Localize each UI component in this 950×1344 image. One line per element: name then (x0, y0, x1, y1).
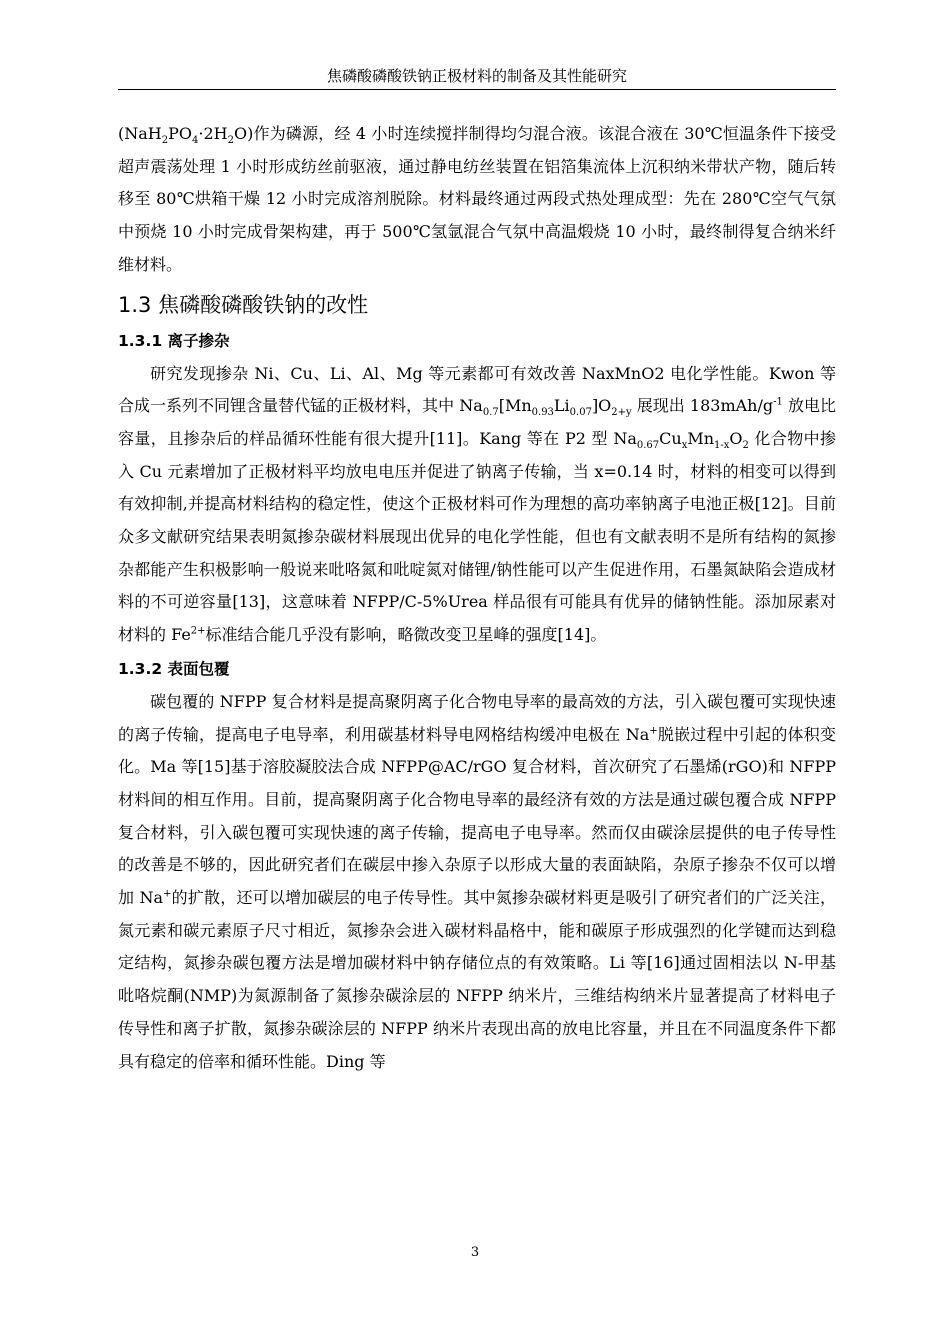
header-rule (118, 89, 836, 90)
running-header: 焦磷酸磷酸铁钠正极材料的制备及其性能研究 (326, 67, 627, 85)
intro-paragraph: $(NaH_2PO_4\cdot 2H_2O)$作为磷源，经 4 小时连续搅拌制得均匀混合液。该混合液在 30℃恒温条件下接受超声震荡处理 1 小时形成纺丝前驱液，通过静电纺丝装置在铝箔集流体上沉积纳米带状产物，随后转移至 80℃烘箱干燥 12 小时完成溶剂脱除。材料最终通过两段式热处理成型：先在 280℃空气气氛中预烧 10 小时完成骨架构建，再于 500℃氢氩混合气氛中高温煅烧 10 小时，最终制得复合纳米纤维材料。 (118, 124, 836, 274)
page-body (118, 118, 836, 1078)
subsection-heading-1-3-1: 1.3.1 离子掺杂 (118, 331, 230, 350)
page-number: 3 (470, 1245, 480, 1260)
ion-doping-paragraph: 研究发现掺杂 Ni、Cu、Li、Al、Mg 等元素都可有效改善 NaxMnO2 电化学性能。Kwon 等合成一系列不同锂含量替代锰的正极材料，其中 $Na_{0.7}[Mn_{0.93}Li_{0.07}]O_{2+y}$ 展现出 $183mAh/g^{-1}$ 放电比容量，且掺杂后的样品循环性能有很大提升[11]。Kang 等在 P2 型 $Na_{0.67}Cu_xMn_{1-x}O_2$ 化合物中掺入 Cu 元素增加了正极材料平均放电电压并促进了钠离子传输，当 x=0.14 时，材料的相变可以得到有效抑制,并提高材料结构的稳定性，使这个正极材料可作为理想的高功率钠离子电池正极[12]。目前众多文献研究结果表明氮掺杂碳材料展现出优异的电化学性能，但也有文献表明不是所有结构的氮掺杂都能产生积极影响一般说来吡咯氮和吡啶氮对储锂/钠性能可以产生促进作用，石墨氮缺陷会造成材料的不可逆容量[13]，这意味着 NFPP/C-5%Urea 样品很有可能具有优异的储钠性能。添加尿素对材料的 $Fe^{2+}$标准结合能几乎没有影响，略微改变卫星峰的强度[14]。 (118, 363, 836, 645)
subsection-heading-1-3-2: 1.3.2 表面包覆 (118, 659, 230, 678)
surface-coating-paragraph: 碳包覆的 NFPP 复合材料是提高聚阴离子化合物电导率的最高效的方法，引入碳包覆可实现快速的离子传输，提高电子电导率，利用碳基材料导电网格结构缓冲电极在 Na+脱嵌过程中引起的体积变化。Ma 等[15]基于溶胶凝胶法合成 NFPP@AC/rGO 复合材料，首次研究了石墨烯(rGO)和 NFPP 材料间的相互作用。目前，提高聚阴离子化合物电导率的最经济有效的方法是通过碳包覆合成 NFPP 复合材料，引入碳包覆可实现快速的离子传输，提高电子电导率。然而仅由碳涂层提供的电子传导性的改善是不够的，因此研究者们在碳层中掺入杂原子以形成大量的表面缺陷，杂原子掺杂不仅可以增加 Na+的扩散，还可以增加碳层的电子传导性。其中氮掺杂碳材料更是吸引了研究者们的广泛关注，氮元素和碳元素原子尺寸相近，氮掺杂会进入碳材料晶格中，能和碳原子形成强烈的化学键而达到稳定结构，氮掺杂碳包覆方法是增加碳材料中钠存储位点的有效策略。Li 等[16]通过固相法以 N-甲基吡咯烷酮(NMP)为氮源制备了氮掺杂碳涂层的 NFPP 纳米片，三维结构纳米片显著提高了材料电子传导性和离子扩散，氮掺杂碳涂层的 NFPP 纳米片表现出高的放电比容量，并且在不同温度条件下都具有稳定的倍率和循环性能。Ding 等 (118, 691, 836, 1071)
section-heading-1-3: 1.3 焦磷酸磷酸铁钠的改性 (118, 292, 369, 317)
